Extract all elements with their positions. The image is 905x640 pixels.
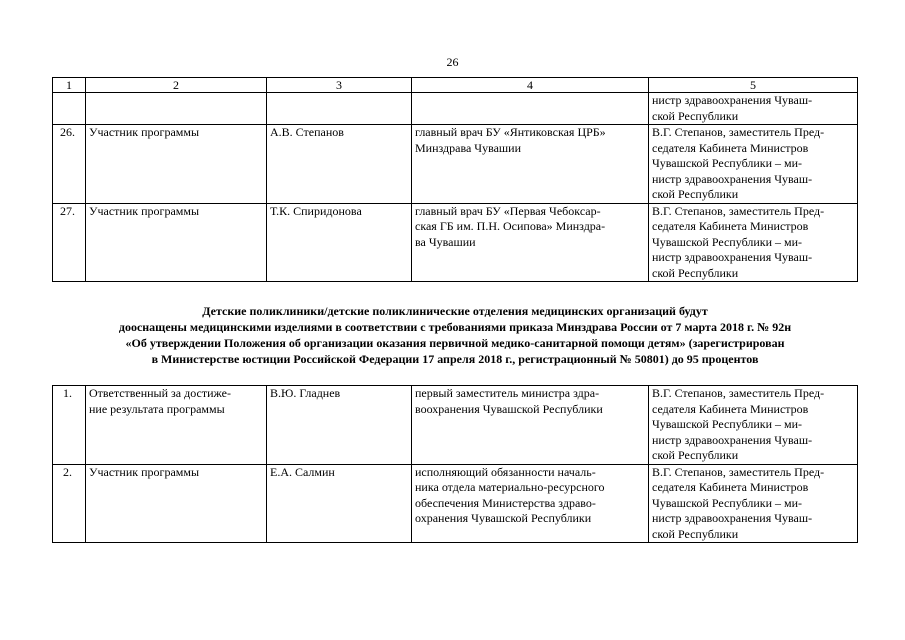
role-cell: Ответственный за достиже- ние результата программы — [86, 386, 267, 465]
responsibility-table-top — [52, 77, 858, 282]
row-number-cell: 27. — [53, 203, 86, 282]
name-cell: Е.А. Салмин — [267, 464, 412, 543]
supervisor-cell: В.Г. Степанов, заместитель Пред- седателя Кабинета Министров Чувашской Республики – ми- нистр здравоохранения Чуваш- ской Республики — [649, 464, 858, 543]
responsibility-table-bottom — [52, 385, 858, 543]
row-number-cell: 1. — [53, 386, 86, 465]
column-number-1: 1 — [53, 78, 86, 93]
table-row — [53, 93, 858, 125]
supervisor-cell: нистр здравоохранения Чуваш- ской Республики — [649, 93, 858, 125]
table-row — [53, 125, 858, 204]
table-header-row — [53, 78, 858, 93]
name-cell: Т.К. Спиридонова — [267, 203, 412, 282]
name-cell — [267, 93, 412, 125]
position-cell: главный врач БУ «Янтиковская ЦРБ» Минздрава Чувашии — [412, 125, 649, 204]
position-cell: первый заместитель министра здра- воохранения Чувашской Республики — [412, 386, 649, 465]
name-cell: А.В. Степанов — [267, 125, 412, 204]
table-row — [53, 203, 858, 282]
row-number-cell — [53, 93, 86, 125]
column-number-3: 3 — [267, 78, 412, 93]
role-cell: Участник программы — [86, 464, 267, 543]
column-number-5: 5 — [649, 78, 858, 93]
name-cell: В.Ю. Гладнев — [267, 386, 412, 465]
supervisor-cell: В.Г. Степанов, заместитель Пред- седателя Кабинета Министров Чувашской Республики – ми- нистр здравоохранения Чуваш- ской Республики — [649, 125, 858, 204]
section-heading: Детские поликлиники/детские поликлинические отделения медицинских организаций будут дооснащены медицинскими изделиями в соответствии с требованиями приказа Минздрава России от 7 марта 2018 г. № 92н «Об утверждении Положения об организации оказания первичной медико-санитарной помощи детям» (зарегистрирован в Министерстве юстиции Российской Федерации 17 апреля 2018 г., регистрационный № 50801) до 95 процентов — [118, 304, 792, 366]
row-number-cell: 26. — [53, 125, 86, 204]
supervisor-cell: В.Г. Степанов, заместитель Пред- седателя Кабинета Министров Чувашской Республики – ми- нистр здравоохранения Чуваш- ской Республики — [649, 386, 858, 465]
position-cell: главный врач БУ «Первая Чебоксар- ская ГБ им. П.Н. Осипова» Минздра- ва Чувашии — [412, 203, 649, 282]
column-number-4: 4 — [412, 78, 649, 93]
position-cell — [412, 93, 649, 125]
page-number: 26 — [446, 55, 459, 69]
row-number-cell: 2. — [53, 464, 86, 543]
table-row — [53, 386, 858, 465]
role-cell — [86, 93, 267, 125]
role-cell: Участник программы — [86, 203, 267, 282]
role-cell: Участник программы — [86, 125, 267, 204]
supervisor-cell: В.Г. Степанов, заместитель Пред- седателя Кабинета Министров Чувашской Республики – ми- нистр здравоохранения Чуваш- ской Республики — [649, 203, 858, 282]
table-row — [53, 464, 858, 543]
position-cell: исполняющий обязанности началь- ника отдела материально-ресурсного обеспечения Министерства здраво- охранения Чувашской Республики — [412, 464, 649, 543]
column-number-2: 2 — [86, 78, 267, 93]
